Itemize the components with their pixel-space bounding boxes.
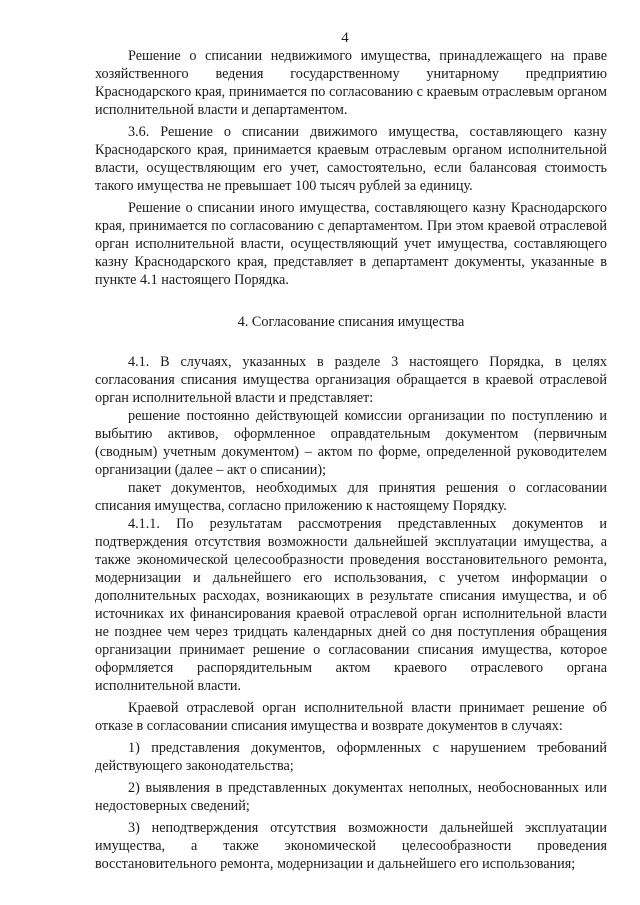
paragraph-commission-decision: решение постоянно действующей комиссии организации по поступлению и выбытию активов, оформленное оправдательным документом (первичным (сводным) учетным документом) – актом по форме, определенной руководителем организации (далее – акт о списании); [95, 408, 607, 478]
page-number: 4 [341, 30, 349, 46]
list-item-2: 2) выявления в представленных документах неполных, необоснованных или недостоверных сведений; [95, 780, 607, 814]
list-item-3: 3) неподтверждения отсутствия возможности дальнейшей эксплуатации имущества, а также экономической целесообразности проведения восстановительного ремонта, модернизации и дальнейшего его использования; [95, 820, 607, 872]
paragraph-4-1-1: 4.1.1. По результатам рассмотрения представленных документов и подтверждения отсутствия возможности дальнейшей эксплуатации имущества, а также экономической целесообразности проведения восстановительного ремонта, модернизации и дальнейшего его использования, с учетом информации о дополнительных расходах, возникающих в результате списания имущества, и об источниках их финансирования краевой отраслевой орган исполнительной власти не позднее чем через тридцать календарных дней со дня поступления обращения организации принимает решение о согласовании списания имущества, которое оформляется распорядительным актом краевого отраслевого органа исполнительной власти. [95, 516, 607, 694]
paragraph-refusal-intro: Краевой отраслевой орган исполнительной власти принимает решение об отказе в согласовании списания имущества и возврате документов в случаях: [95, 700, 607, 734]
document-body [95, 47, 607, 873]
paragraph-other-property: Решение о списании иного имущества, составляющего казну Краснодарского края, принимается по согласованию с департаментом. При этом краевой отраслевой орган исполнительной власти, осуществляющий учет имущества, составляющего казну Краснодарского края, представляет в департамент документы, указанные в пункте 4.1 настоящего Порядка. [95, 200, 607, 288]
paragraph-4-1: 4.1. В случаях, указанных в разделе 3 настоящего Порядка, в целях согласования списания имущества организация обращается в краевой отраслевой орган исполнительной власти и представляет: [95, 354, 607, 406]
section-heading: 4. Согласование списания имущества [237, 314, 465, 330]
paragraph-3-6: 3.6. Решение о списании движимого имущества, составляющего казну Краснодарского края, принимается краевым отраслевым органом исполнительной власти, осуществляющим его учет, самостоятельно, если балансовая стоимость такого имущества не превышает 100 тысяч рублей за единицу. [95, 124, 607, 194]
paragraph-document-package: пакет документов, необходимых для принятия решения о согласовании списания имущества, согласно приложению к настоящему Порядку. [95, 480, 607, 514]
paragraph-real-estate-writeoff: Решение о списании недвижимого имущества, принадлежащего на праве хозяйственного ведения государственному унитарному предприятию Краснодарского края, принимается по согласованию с краевым отраслевым органом исполнительной власти и департаментом. [95, 48, 607, 118]
list-item-1: 1) представления документов, оформленных с нарушением требований действующего законодательства; [95, 740, 607, 774]
